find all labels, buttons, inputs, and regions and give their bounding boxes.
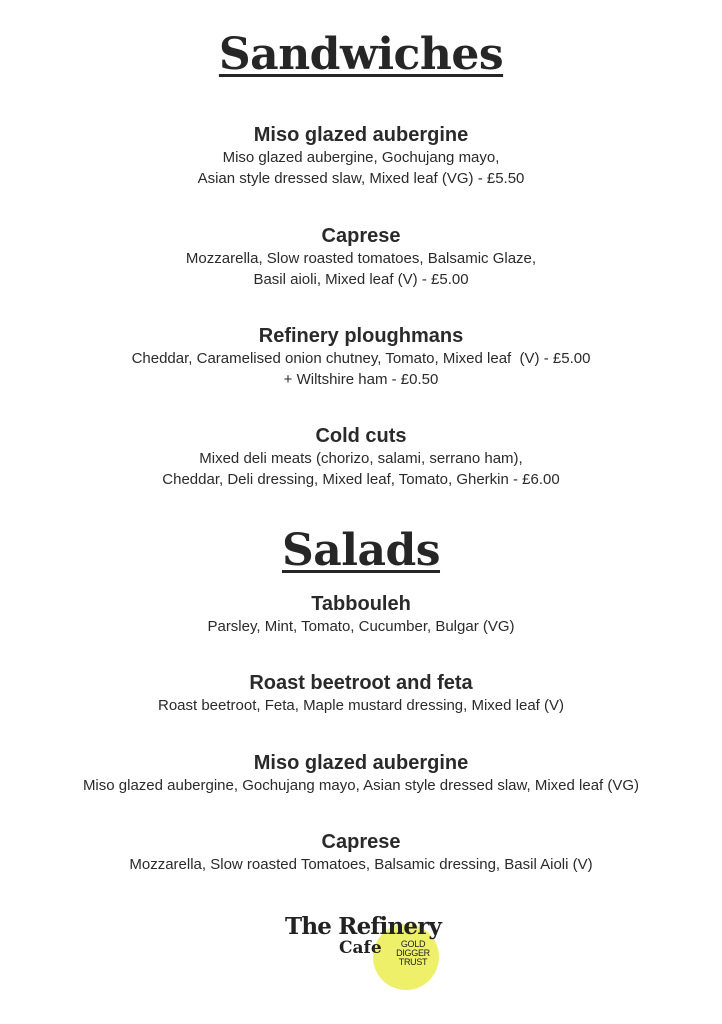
salads-heading: Salads: [281, 525, 441, 576]
menu-item-miso-aubergine-sandwich: [0, 123, 722, 189]
item-description: Mixed deli meats (chorizo, salami, serrano ham),: [199, 450, 523, 467]
item-name: Refinery ploughmans: [258, 325, 464, 347]
stamp-line: DIGGER: [396, 948, 430, 958]
refinery-cafe-logo: [285, 912, 445, 992]
menu-item-miso-aubergine-salad: [0, 751, 722, 796]
item-name: Cold cuts: [315, 425, 407, 447]
item-description: + Wiltshire ham - £0.50: [283, 371, 439, 388]
item-description: Miso glazed aubergine, Gochujang mayo, Asian style dressed slaw, Mixed leaf (VG): [82, 777, 640, 794]
item-name: Tabbouleh: [311, 593, 411, 615]
item-description: Cheddar, Deli dressing, Mixed leaf, Tomato, Gherkin - £6.00: [162, 471, 560, 488]
gold-digger-trust-stamp: [393, 940, 433, 967]
item-description: Roast beetroot, Feta, Maple mustard dressing, Mixed leaf (V): [157, 697, 564, 714]
item-description: Mozzarella, Slow roasted tomatoes, Balsamic Glaze,: [185, 250, 537, 267]
stamp-line: TRUST: [398, 957, 428, 967]
sandwiches-heading: Sandwiches: [218, 29, 504, 80]
item-description: Cheddar, Caramelised onion chutney, Tomato, Mixed leaf (V) - £5.00: [131, 350, 591, 367]
item-description: Mozzarella, Slow roasted Tomatoes, Balsamic dressing, Basil Aioli (V): [129, 856, 593, 873]
menu-item-caprese-sandwich: [0, 224, 722, 290]
menu-item-caprese-salad: [0, 830, 722, 875]
logo-title: The Refinery: [285, 913, 442, 940]
item-name: Caprese: [321, 225, 401, 247]
item-description: Asian style dressed slaw, Mixed leaf (VG) - £5.50: [197, 170, 525, 187]
item-name: Miso glazed aubergine: [253, 124, 469, 146]
item-name: Roast beetroot and feta: [249, 672, 473, 694]
item-description: Parsley, Mint, Tomato, Cucumber, Bulgar (VG): [207, 618, 515, 635]
item-name: Caprese: [321, 831, 401, 853]
menu-item-refinery-ploughmans: [0, 324, 722, 390]
item-name: Miso glazed aubergine: [253, 752, 469, 774]
item-description: Miso glazed aubergine, Gochujang mayo,: [222, 149, 500, 166]
menu-item-roast-beetroot-feta: [0, 671, 722, 716]
menu-item-cold-cuts: [0, 424, 722, 490]
menu-item-tabbouleh: [0, 592, 722, 637]
stamp-line: GOLD: [400, 939, 426, 949]
item-description: Basil aioli, Mixed leaf (V) - £5.00: [253, 271, 469, 288]
logo-subtitle: Cafe: [339, 938, 382, 958]
